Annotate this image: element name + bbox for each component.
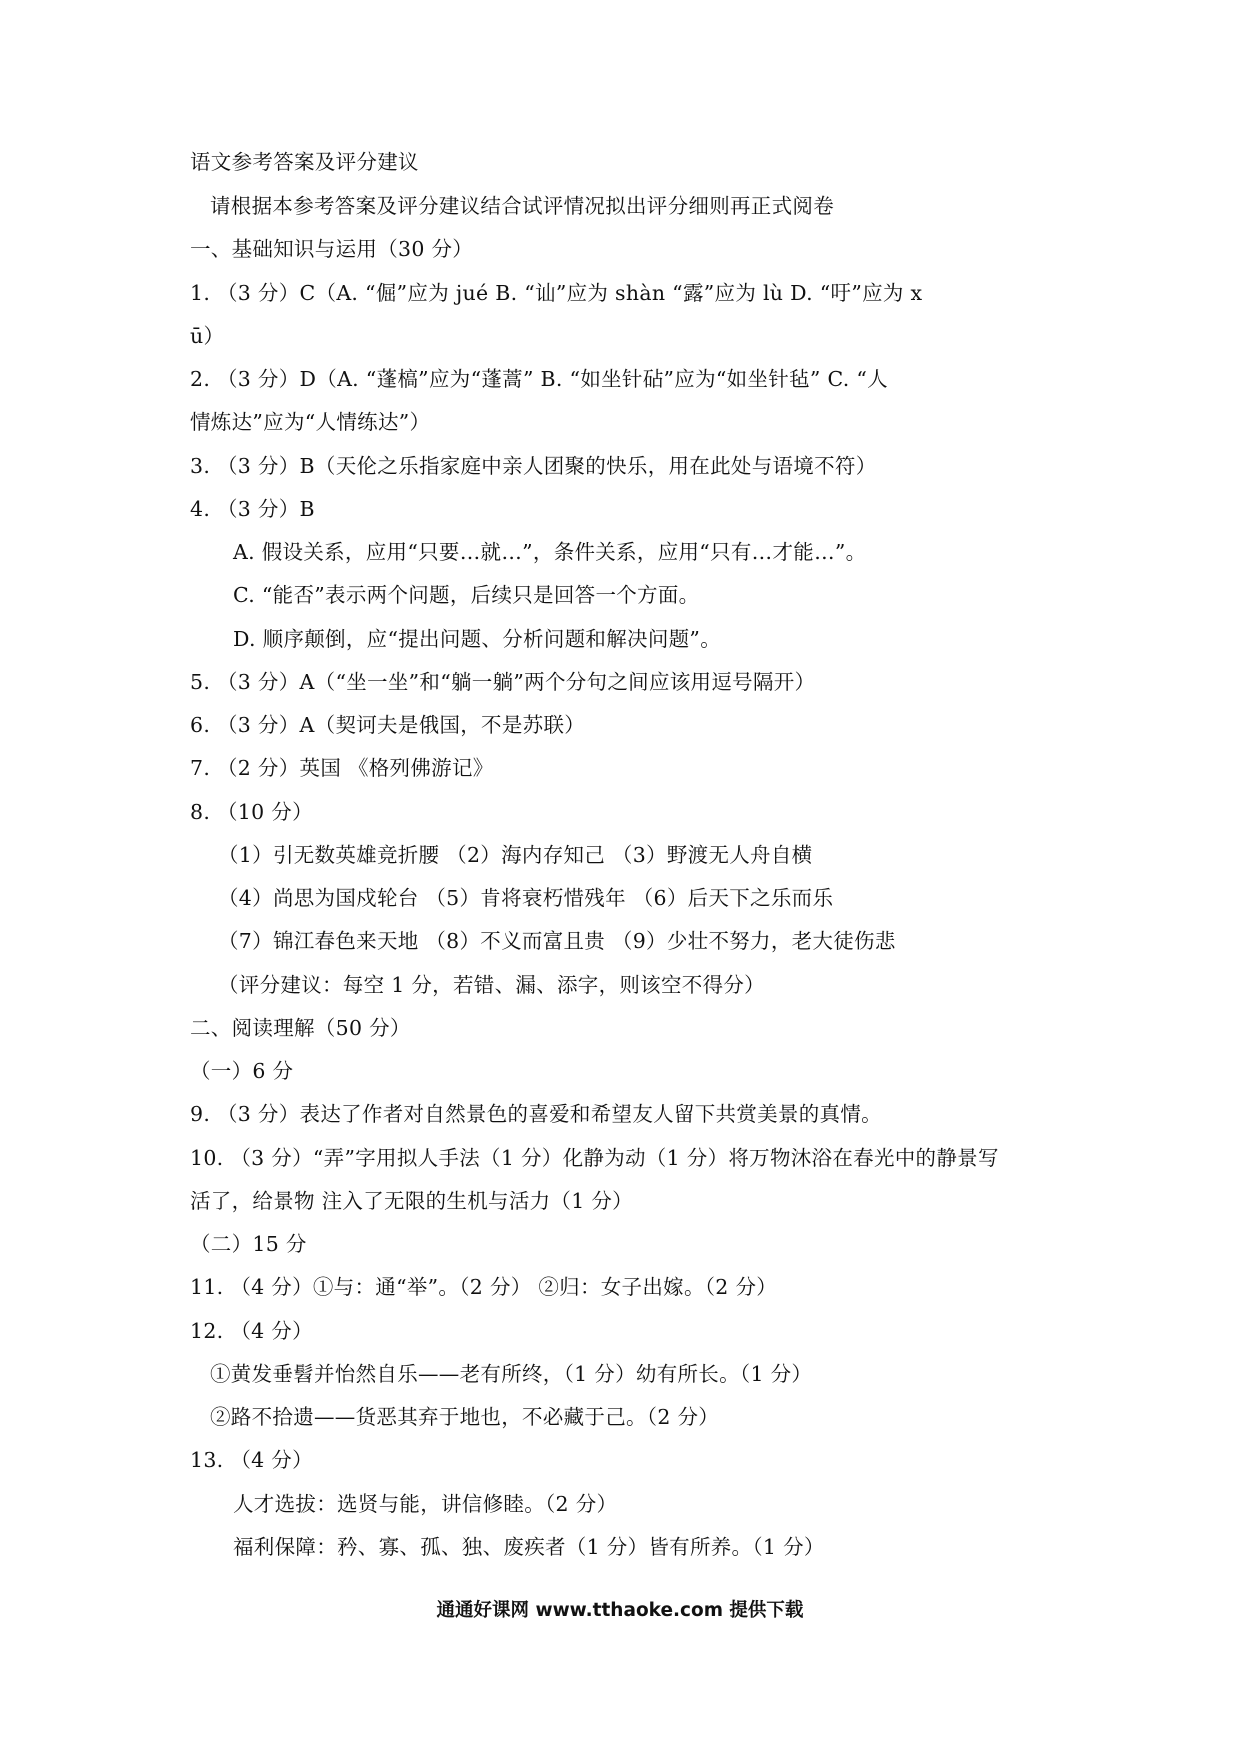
answer-line: 6. （3 分）A（契诃夫是俄国，不是苏联） [190,713,586,737]
answer-subline: ①黄发垂髫并怡然自乐——老有所终，（1 分）幼有所长。（1 分） [210,1362,813,1386]
answer-subline: ②路不拾遗——货恶其弃于地也，不必藏于己。（2 分） [210,1405,720,1429]
answer-subline: 福利保障：矜、寡、孤、独、废疾者（1 分）皆有所养。（1 分） [233,1535,825,1559]
answer-subline: A. 假设关系，应用“只要…就…”，条件关系，应用“只有…才能…”。 [233,540,867,564]
answer-line: 4. （3 分）B [190,497,315,521]
answer-subline: （1）引无数英雄竞折腰 （2）海内存知己 （3）野渡无人舟自横 [218,843,813,867]
answer-line: 5. （3 分）A（“坐一坐”和“躺一躺”两个分句之间应该用逗号隔开） [190,670,816,694]
answer-line: 情炼达”应为“人情练达”） [190,410,431,434]
answer-line: 1. （3 分）C（A. “倔”应为 jué B. “讪”应为 shàn “露”应为 lù D. “吁”应为 x [190,281,923,305]
answer-line: 10. （3 分）“弄”字用拟人手法（1 分）化静为动（1 分）将万物沐浴在春光中的静景写 [190,1146,999,1170]
answer-subline: （4）尚思为国戍轮台 （5）肯将衰朽惜残年 （6）后天下之乐而乐 [218,886,834,910]
answer-line: 8. （10 分） [190,800,313,824]
subsection-heading: （一）6 分 [190,1059,294,1083]
doc-instruction: 请根据本参考答案及评分建议结合试评情况拟出评分细则再正式阅卷 [210,194,834,218]
answer-line: 2. （3 分）D（A. “蓬槁”应为“蓬蒿” B. “如坐针砧”应为“如坐针毡” C. “人 [190,367,888,391]
answer-line: 11. （4 分）①与：通“举”。（2 分） ②归：女子出嫁。（2 分） [190,1275,778,1299]
section-heading-1: 一、基础知识与运用（30 分） [190,237,474,261]
answer-line: 13. （4 分） [190,1448,313,1472]
answer-line: 3. （3 分）B（天伦之乐指家庭中亲人团聚的快乐，用在此处与语境不符） [190,454,877,478]
answer-line: 9. （3 分）表达了作者对自然景色的喜爱和希望友人留下共赏美景的真情。 [190,1102,882,1126]
download-footer: 通通好课网 www.tthaoke.com 提供下载 [436,1600,804,1621]
section-heading-2: 二、阅读理解（50 分） [190,1016,411,1040]
subsection-heading: （二）15 分 [190,1232,307,1256]
answer-line: ū） [190,324,225,348]
answer-subline: C. “能否”表示两个问题，后续只是回答一个方面。 [233,583,700,607]
scoring-note: （评分建议：每空 1 分，若错、漏、添字，则该空不得分） [218,973,765,997]
answer-subline: （7）锦江春色来天地 （8）不义而富且贵 （9）少壮不努力，老大徒伤悲 [218,929,896,953]
answer-subline: D. 顺序颠倒，应“提出问题、分析问题和解决问题”。 [233,627,721,651]
answer-line: 7. （2 分）英国 《格列佛游记》 [190,756,494,780]
answer-line: 12. （4 分） [190,1319,313,1343]
answer-line: 活了，给景物 注入了无限的生机与活力（1 分） [190,1189,633,1213]
doc-title: 语文参考答案及评分建议 [190,150,419,174]
answer-subline: 人才选拔：选贤与能，讲信修睦。（2 分） [233,1492,618,1516]
